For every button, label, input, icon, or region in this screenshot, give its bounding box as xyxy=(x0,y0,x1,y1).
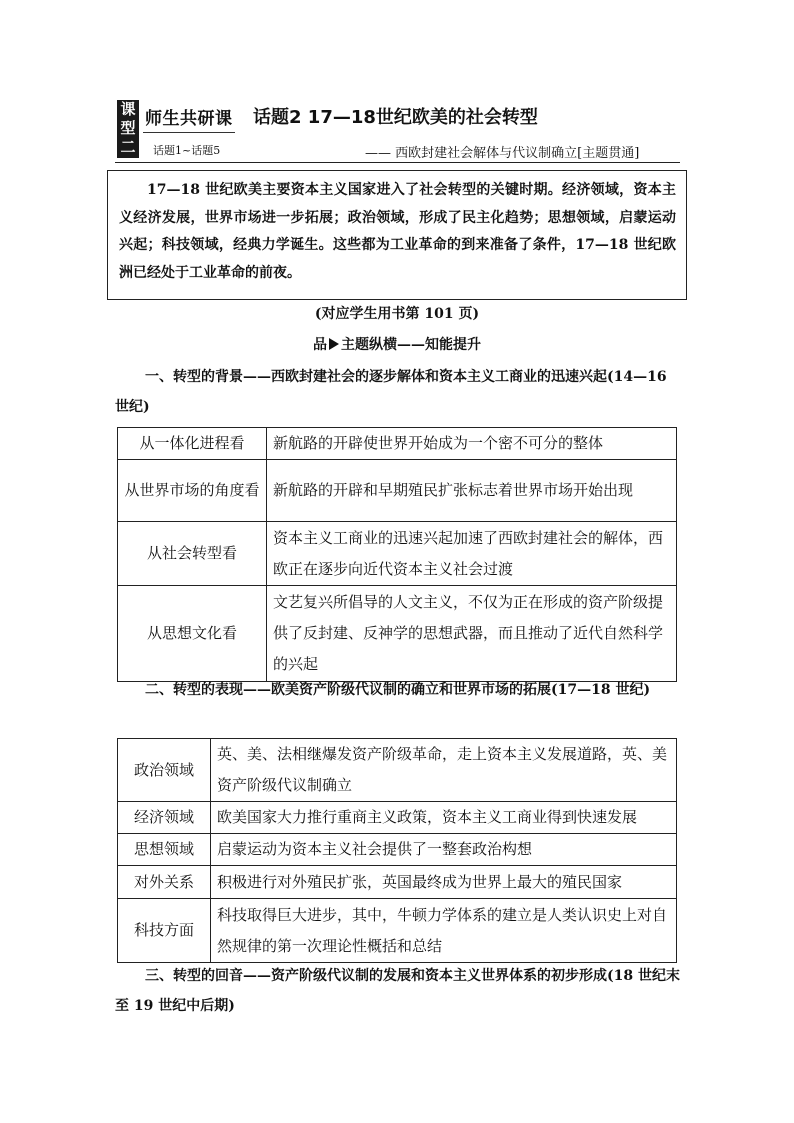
table-key: 从社会转型看 xyxy=(118,522,267,586)
heading-manifestation xyxy=(115,675,685,705)
table-key: 对外关系 xyxy=(118,866,211,899)
heading-background-text: 一、转型的背景——西欧封建社会的逐步解体和资本主义工商业的迅速兴起(14—16 世纪) xyxy=(115,369,667,415)
table-key: 经济领域 xyxy=(118,802,211,834)
badge-char: 二 xyxy=(120,138,136,156)
triangle-icon xyxy=(329,338,339,350)
table-row xyxy=(118,834,677,866)
table-row xyxy=(118,866,677,899)
badge-divider xyxy=(143,132,235,133)
section-prefix: 品 xyxy=(313,337,327,353)
table-value: 文艺复兴所倡导的人文主义，不仅为正在形成的资产阶级提供了反封建、反神学的思想武器，而且推动了近代自然科学的兴起 xyxy=(267,586,677,682)
lesson-type-badge xyxy=(117,100,139,158)
topic-subtitle: —— 西欧封建社会解体与代议制确立[主题贯通] xyxy=(365,146,640,161)
table-row xyxy=(118,586,677,682)
table-value: 积极进行对外殖民扩张，英国最终成为世界上最大的殖民国家 xyxy=(211,866,677,899)
table-key: 思想领域 xyxy=(118,834,211,866)
table-value: 英、美、法相继爆发资产阶级革命，走上资本主义发展道路，英、美资产阶级代议制确立 xyxy=(211,739,677,802)
table-row xyxy=(118,522,677,586)
section-title xyxy=(0,334,794,354)
table-key: 政治领域 xyxy=(118,739,211,802)
badge-char: 课 xyxy=(120,100,136,118)
table-key: 从世界市场的角度看 xyxy=(118,460,267,522)
table-row xyxy=(118,739,677,802)
table-key: 从思想文化看 xyxy=(118,586,267,682)
table-value: 欧美国家大力推行重商主义政策，资本主义工商业得到快速发展 xyxy=(211,802,677,834)
heading-background xyxy=(115,362,685,422)
intro-text: 17—18 世纪欧美主要资本主义国家进入了社会转型的关键时期。经济领域，资本主义经济发展，世界市场进一步拓展；政治领域，形成了民主化趋势；思想领域，启蒙运动兴起；科技领域，经典力学诞生。这些都为工业革命的到来准备了条件，17—18 世纪欧洲已经处于工业革命的前夜。 xyxy=(119,182,676,281)
manifestation-table xyxy=(117,738,677,963)
page-reference: (对应学生用书第 101 页) xyxy=(314,306,480,322)
heading-manifestation-text: 二、转型的表现——欧美资产阶级代议制的确立和世界市场的拓展(17—18 世纪) xyxy=(145,682,651,698)
table-value: 启蒙运动为资本主义社会提供了一整套政治构想 xyxy=(211,834,677,866)
table-row xyxy=(118,899,677,963)
table-value: 资本主义工商业的迅速兴起加速了西欧封建社会的解体，西欧正在逐步向近代资本主义社会过渡 xyxy=(267,522,677,586)
heading-echo xyxy=(115,961,685,1021)
background-table xyxy=(117,427,677,682)
header-divider xyxy=(115,162,680,163)
table-key: 从一体化进程看 xyxy=(118,428,267,460)
table-row xyxy=(118,428,677,460)
topic-title: 话题2 17—18世纪欧美的社会转型 xyxy=(253,107,538,128)
section-title-text: 主题纵横——知能提升 xyxy=(341,337,481,353)
badge-char: 型 xyxy=(120,119,136,137)
intro-box xyxy=(107,170,687,300)
table-key: 科技方面 xyxy=(118,899,211,963)
heading-echo-text: 三、转型的回音——资产阶级代议制的发展和资本主义世界体系的初步形成(18 世纪末至 19 世纪中后期) xyxy=(115,968,680,1014)
table-row xyxy=(118,802,677,834)
table-value: 科技取得巨大进步，其中，牛顿力学体系的建立是人类认识史上对自然规律的第一次理论性概括和总结 xyxy=(211,899,677,963)
table-value: 新航路的开辟和早期殖民扩张标志着世界市场开始出现 xyxy=(267,460,677,522)
badge-subtitle: 话题1~话题5 xyxy=(153,144,221,157)
table-row xyxy=(118,460,677,522)
table-value: 新航路的开辟使世界开始成为一个密不可分的整体 xyxy=(267,428,677,460)
badge-title: 师生共研课 xyxy=(145,109,233,129)
